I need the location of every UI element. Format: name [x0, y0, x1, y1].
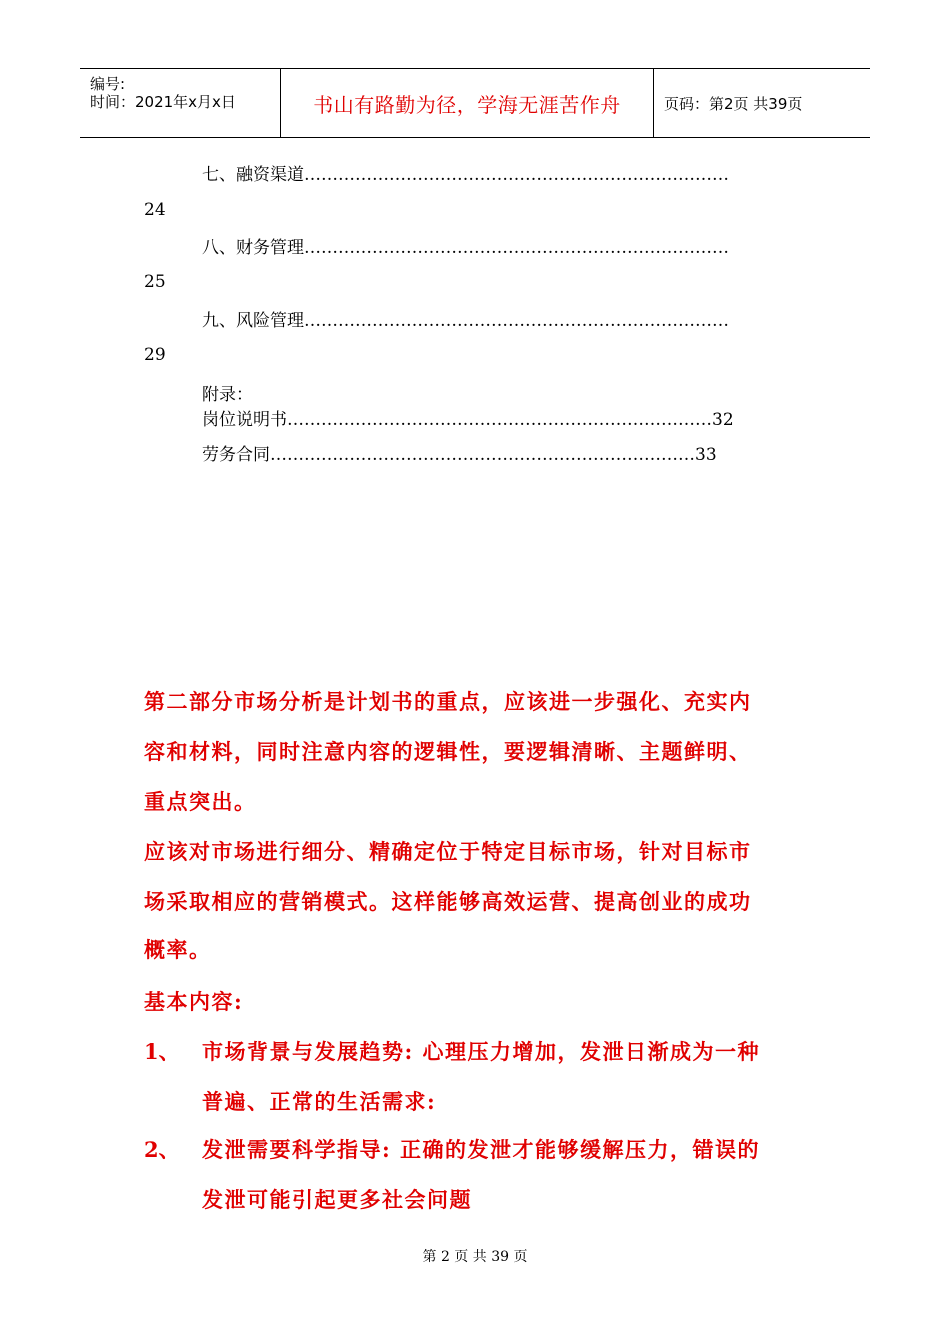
toc-item: [202, 160, 729, 185]
toc-item-leader: …………………………………………………………………: [270, 445, 695, 465]
toc-item: [202, 233, 729, 258]
body-text-line: 应该对市场进行细分、精确定位于特定目标市场，针对目标市: [144, 839, 752, 864]
appendix-item-title: 劳务合同: [202, 445, 270, 465]
page-footer: 第 2 页 共 39 页: [422, 1249, 528, 1265]
body-text-line: 场采取相应的营销模式。这样能够高效运营、提高创业的成功: [144, 889, 752, 914]
appendix-item: [202, 405, 734, 430]
toc-item-page: 29: [144, 345, 166, 365]
basic-content-heading: 基本内容:: [144, 989, 244, 1014]
toc-item-page: 24: [144, 200, 166, 220]
header-page-cell: [654, 69, 870, 137]
body-text-line: 概率。: [144, 937, 212, 962]
toc-item-leader: …………………………………………………………………: [304, 238, 729, 258]
toc-item-leader: …………………………………………………………………: [304, 311, 729, 331]
appendix-item: [202, 440, 717, 465]
header-meta-cell: [80, 69, 281, 137]
header-page-info: 页码：第2页 共39页: [664, 95, 803, 113]
toc-item-leader: …………………………………………………………………: [287, 410, 712, 430]
page-header: [80, 68, 870, 138]
appendix-item-page: 32: [712, 410, 734, 430]
toc-item-title: 七、融资渠道: [202, 165, 304, 185]
list-item-number: 2、: [144, 1137, 180, 1162]
body-text-line: 容和材料，同时注意内容的逻辑性，要逻辑清晰、主题鲜明、: [144, 739, 752, 764]
toc-item: [202, 306, 729, 331]
body-text-line: 重点突出。: [144, 789, 257, 814]
list-item-number: 1、: [144, 1039, 180, 1064]
appendix-item-page: 33: [695, 445, 717, 465]
toc-item-title: 九、风险管理: [202, 311, 304, 331]
header-motto-cell: [281, 69, 654, 137]
toc-item-leader: …………………………………………………………………: [304, 165, 729, 185]
list-item-line: 发泄可能引起更多社会问题: [202, 1187, 472, 1212]
toc-item-page: 25: [144, 272, 166, 292]
list-item-line: 普遍、正常的生活需求:: [202, 1089, 437, 1114]
appendix-label: 附录：: [202, 385, 253, 405]
appendix-item-title: 岗位说明书: [202, 410, 287, 430]
header-motto: 书山有路勤为径，学海无涯苦作舟: [313, 93, 621, 117]
body-text-line: 第二部分市场分析是计划书的重点，应该进一步强化、充实内: [144, 689, 752, 714]
list-item-line: 发泄需要科学指导: 正确的发泄才能够缓解压力，错误的: [202, 1137, 761, 1162]
list-item-line: 市场背景与发展趋势: 心理压力增加，发泄日渐成为一种: [202, 1039, 761, 1064]
document-number-label: 编号:: [90, 75, 126, 93]
toc-item-title: 八、财务管理: [202, 238, 304, 258]
document-date: 时间：2021年x月x日: [90, 93, 236, 111]
